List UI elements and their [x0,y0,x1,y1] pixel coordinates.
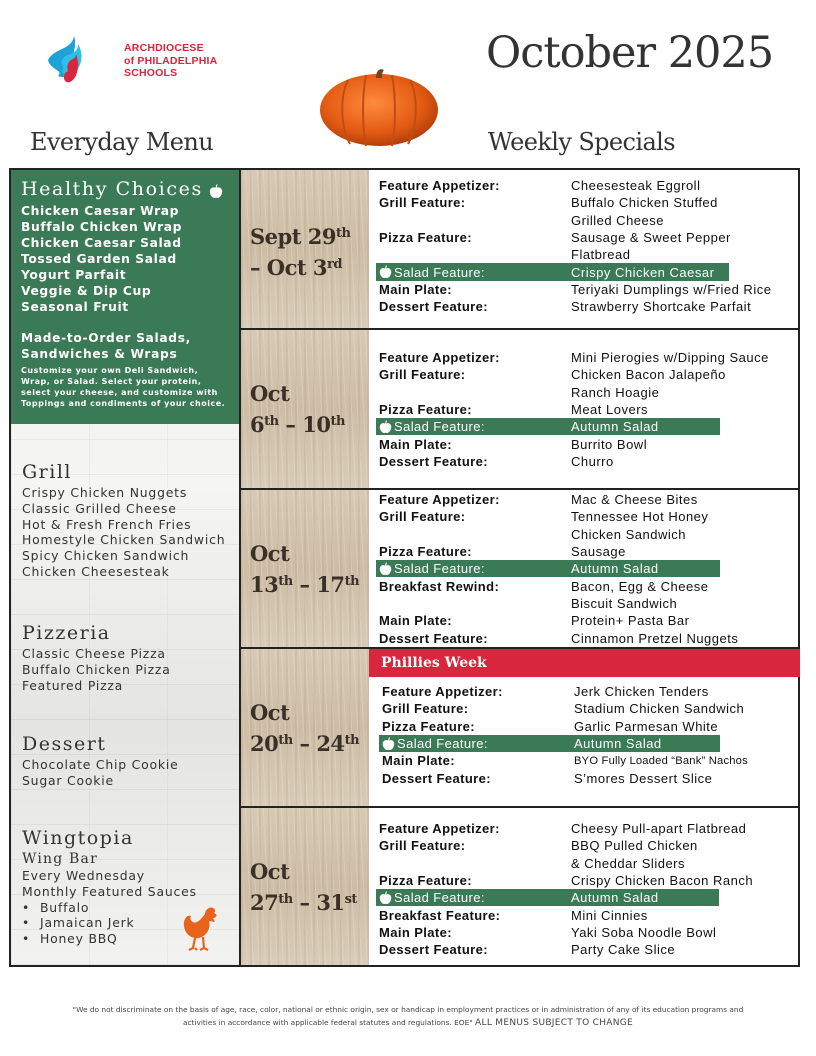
menu-frame [9,168,800,967]
special-row: Biscuit Sandwich [571,595,678,611]
everyday-menu-title: Everyday Menu [30,128,214,156]
special-row: Flatbread [571,247,631,263]
date-cell [241,490,369,647]
special-row: Breakfast Feature: Mini Cinnies [379,907,648,923]
apple-icon [379,265,392,279]
healthy-item: Veggie & Dip Cup [21,284,152,298]
sauce-item: • Buffalo [22,900,197,916]
date-cell [241,649,369,806]
special-row: Pizza Feature: Crispy Chicken Bacon Ranch [379,873,754,889]
page-title: October 2025 [486,28,774,78]
dessert-item: Chocolate Chip Cookie [22,757,179,772]
special-row: Pizza Feature: Sausage & Sweet Pepper [379,230,731,246]
special-row: Grill Feature: Tennessee Hot Honey [379,509,709,525]
dessert-title: Dessert [22,733,107,755]
special-row: & Cheddar Sliders [571,855,685,871]
special-row: Ranch Hoagie [571,384,660,400]
salad-feature-row: Salad Feature: Autumn Salad [379,735,720,752]
wingtopia-sauces-heading: Monthly Featured Sauces [22,883,197,899]
special-row: Breakfast Rewind: Bacon, Egg & Cheese [379,578,709,594]
week-oct-20 [241,649,800,808]
special-row: Dessert Feature: Cinnamon Pretzel Nuggets [379,630,739,646]
salad-feature-row: Salad Feature: Crispy Chicken Caesar [376,263,729,280]
grill-item: Homestyle Chicken Sandwich [22,532,226,548]
special-row: Pizza Feature: Meat Lovers [379,402,649,418]
special-row: Feature Appetizer: Mac & Cheese Bites [379,492,698,508]
week-date: Oct 27th – 31st [250,859,357,915]
grill-title: Grill [22,461,72,483]
apple-icon [382,737,395,751]
salad-feature-row: Salad Feature: Autumn Salad [376,560,720,577]
date-cell [241,170,369,328]
special-row: Pizza Feature: Sausage [379,544,626,560]
pizzeria-item: Buffalo Chicken Pizza [22,661,171,677]
sauce-item: • Honey BBQ [22,931,197,947]
menu-change-notice: ALL MENUS SUBJECT TO CHANGE [475,1018,634,1028]
wingtopia-title: Wingtopia [22,827,134,849]
week-specials [382,683,748,787]
healthy-item: Chicken Caesar Wrap [21,204,180,218]
apple-icon [379,562,392,576]
grill-section [22,461,225,580]
week-oct-6 [241,330,800,490]
wing-bar-subtitle: Wing Bar [22,851,98,867]
archdiocese-logo [44,30,234,90]
healthy-choices-title: Healthy Choices [21,178,229,200]
dessert-item: Sugar Cookie [22,772,114,788]
sauce-item: • Jamaican Jerk [22,915,197,931]
week-oct-13 [241,490,800,649]
pizzeria-item: Classic Cheese Pizza [22,646,166,661]
special-row: Grill Feature: BBQ Pulled Chicken [379,838,698,854]
week-date: Oct 6th – 10th [250,381,345,437]
special-row: Feature Appetizer: Cheesesteak Eggroll [379,178,701,194]
pumpkin-image [318,66,440,148]
week-date: Oct 20th – 24th [250,700,360,756]
special-row: Main Plate: Yaki Soba Noodle Bowl [379,924,717,940]
special-row: Main Plate: BYO Fully Loaded “Bank” Nachos [382,753,748,769]
everyday-menu-column [11,170,241,965]
pizzeria-section [22,622,171,693]
made-to-order-title: Made-to-Order Salads, Sandwiches & Wraps [21,331,191,361]
week-sept-29 [241,170,800,330]
special-row: Feature Appetizer: Jerk Chicken Tenders [382,684,709,700]
dessert-section [22,733,179,789]
apple-icon [379,420,392,434]
wingtopia-schedule: Every Wednesday [22,868,145,883]
apple-icon [209,182,223,197]
special-row: Grill Feature: Chicken Bacon Jalapeño [379,367,726,383]
weekly-specials-title: Weekly Specials [488,128,675,156]
healthy-item: Yogurt Parfait [21,268,127,282]
special-row: Grill Feature: Stadium Chicken Sandwich [382,701,745,717]
healthy-item: Seasonal Fruit [21,300,129,314]
salad-feature-row: Salad Feature: Autumn Salad [376,418,720,435]
special-row: Feature Appetizer: Cheesy Pull-apart Flatbread [379,821,747,837]
week-specials [379,820,753,958]
special-row: Feature Appetizer: Mini Pierogies w/Dipping Sauce [379,350,769,366]
logo-text: ARCHDIOCESE of PHILADELPHIA SCHOOLS [124,42,218,79]
footer-disclaimer: "We do not discriminate on the basis of age, race, color, national or ethnic origin, sex or handicap in employment practices or in administration of any of its education programs and activities in accordance with applicable federal statutes and regulations. EOE" ALL MENUS SUBJECT TO CHANGE [72,1005,744,1028]
grill-item: Classic Grilled Cheese [22,500,177,516]
special-row: Grill Feature: Buffalo Chicken Stuffed [379,195,718,211]
week-date: Oct 13th – 17th [250,541,360,597]
pizzeria-title: Pizzeria [22,622,111,644]
special-row: Dessert Feature: Party Cake Slice [379,942,676,958]
special-row: Main Plate: Burrito Bowl [379,436,648,452]
healthy-item: Buffalo Chicken Wrap [21,220,183,234]
grill-item: Crispy Chicken Nuggets [22,485,188,500]
week-specials [379,177,771,315]
rooster-icon [181,906,221,952]
healthy-item: Chicken Caesar Salad [21,236,182,250]
special-row: Grilled Cheese [571,212,664,228]
healthy-item: Tossed Garden Salad [21,252,177,266]
grill-item: Chicken Cheesesteak [22,563,170,579]
week-specials [379,349,769,470]
week-specials [379,491,738,647]
special-row: Pizza Feature: Garlic Parmesan White [382,718,719,734]
special-row: Main Plate: Teriyaki Dumplings w/Fried Rice [379,281,772,297]
week-date: Sept 29th – Oct 3rd [250,224,351,280]
special-row: Dessert Feature: Strawberry Shortcake Parfait [379,299,752,315]
wingtopia-section [22,827,197,947]
salad-feature-row: Salad Feature: Autumn Salad [376,889,719,906]
special-row: Dessert Feature: Churro [379,453,614,469]
week-oct-27 [241,808,800,965]
made-to-order-description: Customize your own Deli Sandwich, Wrap, or Salad. Select your protein, select your cheese, and customize with Toppings and condiments of your choice. [21,366,226,408]
phillies-week-banner: Phillies Week [369,649,800,677]
grill-item: Spicy Chicken Sandwich [22,548,190,564]
date-cell [241,808,369,965]
flame-logo-icon [44,30,84,88]
special-row: Chicken Sandwich [571,526,686,542]
date-cell [241,330,369,488]
special-row: Main Plate: Protein+ Pasta Bar [379,613,690,629]
apple-icon [379,891,392,905]
special-row: Dessert Feature: S’mores Dessert Slice [382,770,713,786]
healthy-choices-panel [11,170,239,424]
pizzeria-item: Featured Pizza [22,677,124,693]
grill-item: Hot & Fresh French Fries [22,516,192,532]
